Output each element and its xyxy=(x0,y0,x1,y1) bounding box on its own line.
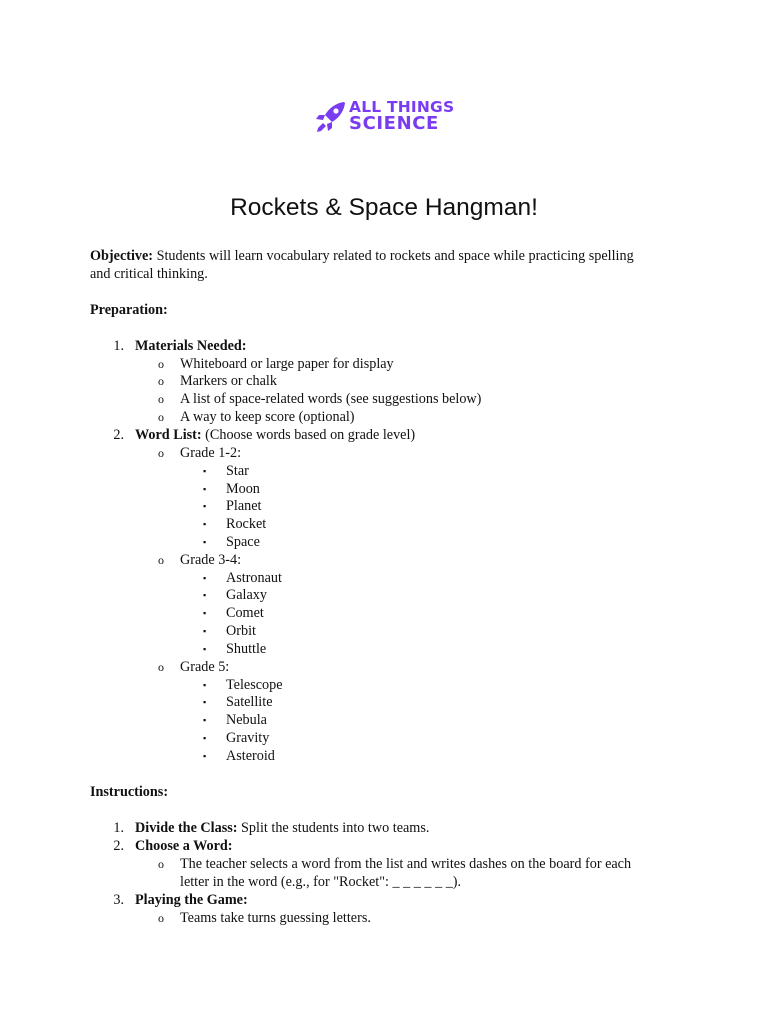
objective-line1 xyxy=(90,247,634,265)
step-label: Divide the Class: xyxy=(135,820,238,836)
word-item: Satellite xyxy=(226,694,273,710)
word-item: Galaxy xyxy=(226,587,267,603)
step-label: Choose a Word: xyxy=(135,838,233,854)
bullet-square: ▪ xyxy=(203,537,207,547)
bullet-circle: o xyxy=(158,446,164,460)
objective-text-1: Students will learn vocabulary related to rockets and space while practicing spelling xyxy=(156,248,634,264)
list-number: 1. xyxy=(113,820,124,836)
bullet-square: ▪ xyxy=(203,680,207,690)
bullet-square: ▪ xyxy=(203,626,207,636)
word-item: Comet xyxy=(226,605,264,621)
bullet-circle: o xyxy=(158,410,164,424)
step-sub-text: letter in the word (e.g., for "Rocket": _ _ _ _ _ _). xyxy=(180,874,462,890)
bullet-circle: o xyxy=(158,911,164,925)
list-item: Whiteboard or large paper for display xyxy=(180,356,394,372)
bullet-circle: o xyxy=(158,553,164,567)
bullet-circle: o xyxy=(158,857,164,871)
grade-label: Grade 3-4: xyxy=(180,552,242,568)
bullet-circle: o xyxy=(158,374,164,388)
grade-label: Grade 1-2: xyxy=(180,445,242,461)
word-list-line xyxy=(135,426,415,444)
bullet-square: ▪ xyxy=(203,519,207,529)
instructions-heading: Instructions: xyxy=(90,784,169,800)
bullet-square: ▪ xyxy=(203,590,207,600)
word-item: Star xyxy=(226,463,249,479)
bullet-square: ▪ xyxy=(203,573,207,583)
word-item: Telescope xyxy=(226,677,283,693)
objective-label: Objective: xyxy=(90,248,154,264)
logo-text-line1: ALL THINGS xyxy=(349,98,455,116)
bullet-square: ▪ xyxy=(203,501,207,511)
word-item: Space xyxy=(226,534,260,550)
word-item: Gravity xyxy=(226,730,270,746)
word-item: Astronaut xyxy=(226,570,282,586)
list-number: 3. xyxy=(113,892,124,908)
word-item: Moon xyxy=(226,481,260,497)
bullet-square: ▪ xyxy=(203,751,207,761)
bullet-square: ▪ xyxy=(203,608,207,618)
all-things-science-logo xyxy=(314,99,456,139)
bullet-square: ▪ xyxy=(203,484,207,494)
step-sub-text: The teacher selects a word from the list and writes dashes on the board for each xyxy=(180,856,632,872)
step-sub-text: Teams take turns guessing letters. xyxy=(180,910,371,926)
list-number: 2. xyxy=(113,427,124,443)
word-list-note: (Choose words based on grade level) xyxy=(205,427,416,443)
preparation-heading: Preparation: xyxy=(90,302,168,318)
materials-label: Materials Needed: xyxy=(135,338,247,354)
objective-line2: and critical thinking. xyxy=(90,266,208,282)
bullet-circle: o xyxy=(158,392,164,406)
page-title: Rockets & Space Hangman! xyxy=(230,194,538,221)
step-label: Playing the Game: xyxy=(135,892,248,908)
bullet-circle: o xyxy=(158,357,164,371)
step-line xyxy=(135,819,429,837)
grade-label: Grade 5: xyxy=(180,659,230,675)
bullet-square: ▪ xyxy=(203,715,207,725)
word-item: Planet xyxy=(226,498,262,514)
logo-text-line2: SCIENCE xyxy=(349,113,439,134)
word-item: Shuttle xyxy=(226,641,267,657)
word-item: Rocket xyxy=(226,516,267,532)
bullet-square: ▪ xyxy=(203,466,207,476)
list-item: Markers or chalk xyxy=(180,373,277,389)
list-item: A list of space-related words (see suggestions below) xyxy=(180,391,482,407)
word-item: Orbit xyxy=(226,623,256,639)
bullet-square: ▪ xyxy=(203,733,207,743)
rocket-icon xyxy=(314,101,346,135)
list-number: 1. xyxy=(113,338,124,354)
bullet-square: ▪ xyxy=(203,697,207,707)
list-item: A way to keep score (optional) xyxy=(180,409,355,425)
word-item: Asteroid xyxy=(226,748,275,764)
bullet-square: ▪ xyxy=(203,644,207,654)
word-item: Nebula xyxy=(226,712,267,728)
word-list-label: Word List: xyxy=(135,427,202,443)
list-number: 2. xyxy=(113,838,124,854)
step-text: Split the students into two teams. xyxy=(241,820,430,836)
bullet-circle: o xyxy=(158,660,164,674)
